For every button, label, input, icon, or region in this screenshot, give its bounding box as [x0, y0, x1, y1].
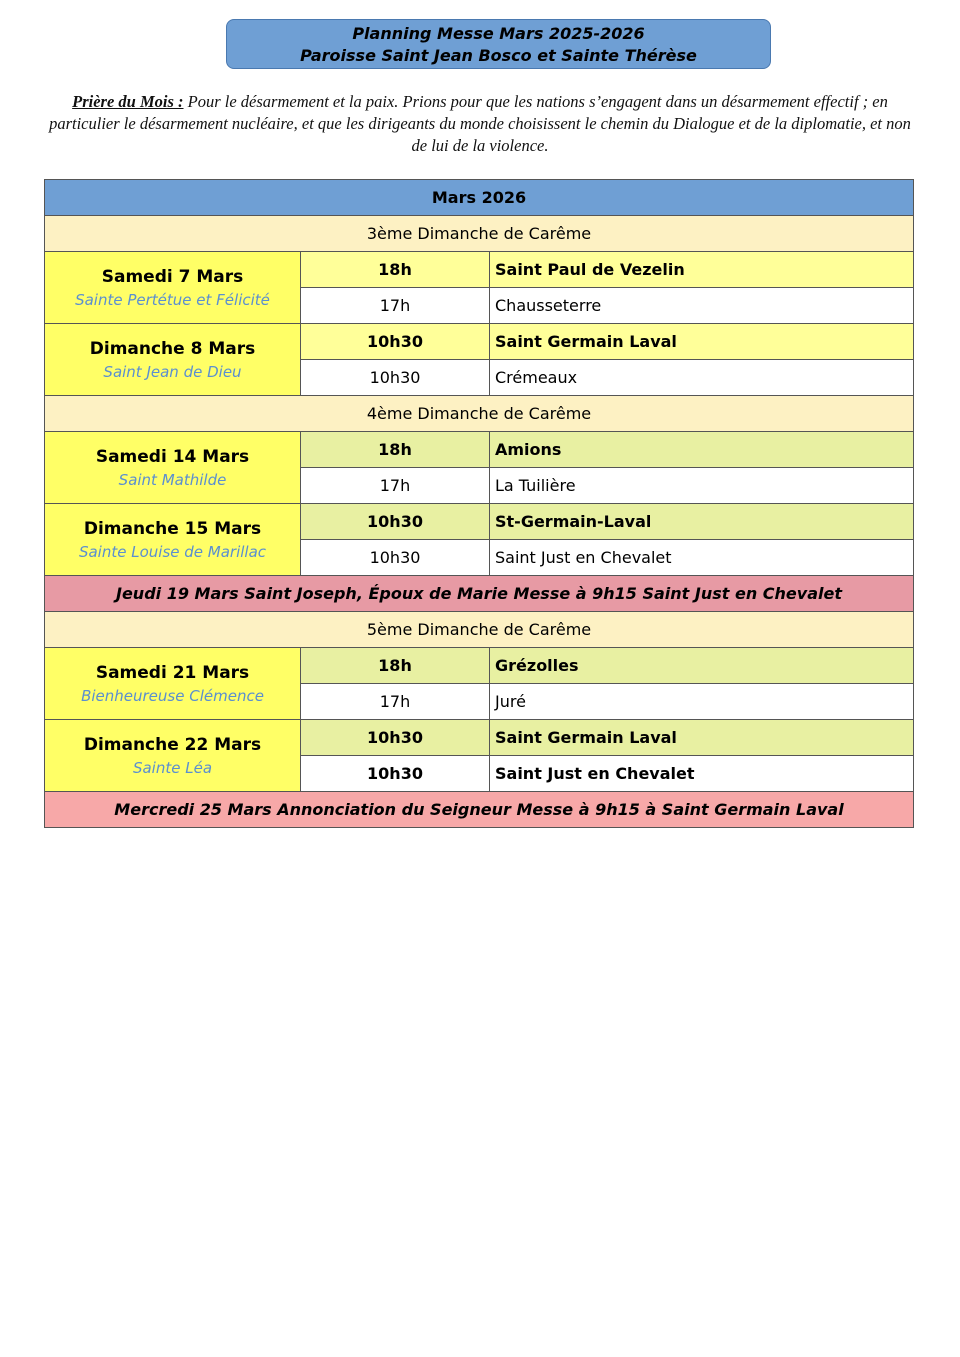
- event-row: [45, 792, 914, 828]
- mass-schedule-table: [44, 179, 914, 828]
- mass-time: 10h30: [301, 360, 490, 396]
- special-event: Mercredi 25 Mars Annonciation du Seigneur Messe à 9h15 à Saint Germain Laval: [45, 792, 914, 828]
- table-row: [45, 720, 914, 756]
- day-cell: [45, 252, 301, 324]
- mass-time: 10h30: [301, 756, 490, 792]
- mass-place: Chausseterre: [490, 288, 914, 324]
- day-cell: [45, 432, 301, 504]
- mass-place: Crémeaux: [490, 360, 914, 396]
- prayer-label: Prière du Mois :: [72, 92, 184, 111]
- mass-place: Amions: [490, 432, 914, 468]
- sunday-row: [45, 216, 914, 252]
- mass-time: 17h: [301, 288, 490, 324]
- day-name: Dimanche 22 Mars: [83, 734, 262, 755]
- sunday-title: 4ème Dimanche de Carême: [45, 396, 914, 432]
- table-row: [45, 324, 914, 360]
- sunday-row: [45, 612, 914, 648]
- day-cell: [45, 504, 301, 576]
- mass-place: Saint Paul de Vezelin: [490, 252, 914, 288]
- mass-place: Saint Just en Chevalet: [490, 756, 914, 792]
- day-saint: Sainte Pertétue et Félicité: [75, 290, 270, 309]
- day-cell: [45, 720, 301, 792]
- title-line-2: Paroisse Saint Jean Bosco et Sainte Thérèse: [300, 46, 697, 65]
- mass-place: Saint Germain Laval: [490, 324, 914, 360]
- day-saint: Bienheureuse Clémence: [81, 686, 264, 705]
- table-row: [45, 648, 914, 684]
- month-row: [45, 180, 914, 216]
- title-line-1: Planning Messe Mars 2025-2026: [352, 24, 645, 43]
- day-saint: Saint Mathilde: [118, 470, 227, 489]
- day-name: Samedi 7 Mars: [101, 266, 244, 287]
- day-name: Dimanche 15 Mars: [83, 518, 262, 539]
- day-name: Samedi 14 Mars: [95, 446, 250, 467]
- mass-time: 17h: [301, 468, 490, 504]
- month-header: Mars 2026: [45, 180, 914, 216]
- mass-place: La Tuilière: [490, 468, 914, 504]
- sunday-title: 5ème Dimanche de Carême: [45, 612, 914, 648]
- table-row: [45, 504, 914, 540]
- mass-time: 10h30: [301, 324, 490, 360]
- event-row: [45, 576, 914, 612]
- prayer-text: Pour le désarmement et la paix. Prions pour que les nations s’engagent dans un désarmement effectif ; en particulier le désarmement nucléaire, et que les dirigeants du monde choisissent le chemin du Dialogue et de la diplomatie, et non de lui de la violence.: [49, 92, 911, 155]
- sunday-title: 3ème Dimanche de Carême: [45, 216, 914, 252]
- mass-time: 18h: [301, 432, 490, 468]
- mass-time: 10h30: [301, 720, 490, 756]
- special-event: Jeudi 19 Mars Saint Joseph, Époux de Marie Messe à 9h15 Saint Just en Chevalet: [45, 576, 914, 612]
- mass-place: Saint Just en Chevalet: [490, 540, 914, 576]
- mass-time: 10h30: [301, 504, 490, 540]
- mass-place: St-Germain-Laval: [490, 504, 914, 540]
- title-banner: [226, 19, 771, 69]
- sunday-row: [45, 396, 914, 432]
- day-name: Dimanche 8 Mars: [89, 338, 256, 359]
- mass-place: Saint Germain Laval: [490, 720, 914, 756]
- day-saint: Sainte Léa: [132, 758, 213, 777]
- table-row: [45, 252, 914, 288]
- mass-time: 18h: [301, 648, 490, 684]
- prayer-paragraph: [40, 91, 920, 157]
- day-saint: Saint Jean de Dieu: [103, 362, 242, 381]
- day-saint: Sainte Louise de Marillac: [78, 542, 267, 561]
- mass-time: 18h: [301, 252, 490, 288]
- mass-time: 10h30: [301, 540, 490, 576]
- day-cell: [45, 324, 301, 396]
- mass-time: 17h: [301, 684, 490, 720]
- day-name: Samedi 21 Mars: [95, 662, 250, 683]
- table-row: [45, 432, 914, 468]
- mass-place: Juré: [490, 684, 914, 720]
- mass-place: Grézolles: [490, 648, 914, 684]
- day-cell: [45, 648, 301, 720]
